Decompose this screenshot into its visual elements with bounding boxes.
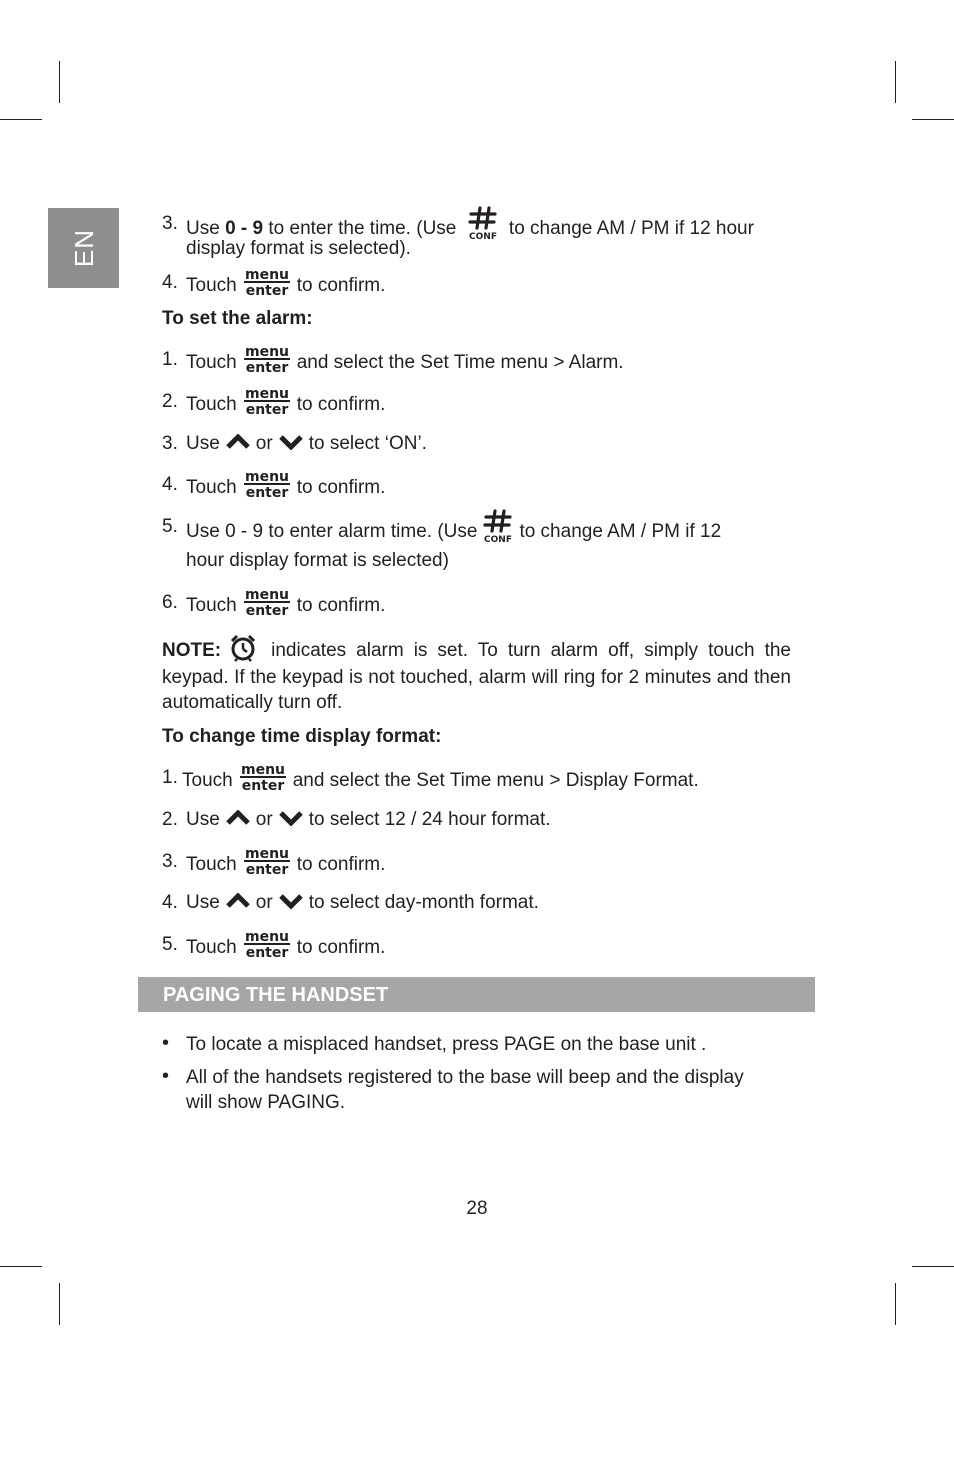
chevron-down-icon [278, 893, 304, 909]
chevron-down-icon [278, 810, 304, 826]
menu-enter-icon [243, 267, 291, 297]
crop-mark [895, 1283, 896, 1325]
crop-mark [59, 1283, 60, 1325]
menu-enter-icon [243, 587, 291, 617]
page-number: 28 [466, 1198, 488, 1219]
menu-enter-icon [239, 762, 287, 792]
menu-enter-icon [243, 929, 291, 959]
menu-enter-icon [243, 469, 291, 499]
language-tab-label: EN [68, 228, 99, 268]
crop-mark [912, 1266, 954, 1267]
crop-mark [912, 119, 954, 120]
hash-conf-icon [466, 206, 500, 240]
note-text: indicates alarm is set. To turn alarm off, simply touch the keypad. If the keypad is not touched, alarm will ring for 2 minutes and then automatically turn off. [162, 640, 791, 713]
section-heading: To set the alarm: [162, 308, 313, 329]
chevron-down-icon [278, 434, 304, 450]
menu-enter-icon [243, 344, 291, 374]
list-item-continuation: hour display format is selected) [186, 550, 449, 571]
chevron-up-icon [225, 893, 251, 909]
hash-conf-icon [481, 509, 515, 543]
menu-enter-icon [243, 846, 291, 876]
menu-enter-icon [243, 386, 291, 416]
section-heading: To change time display format: [162, 726, 442, 747]
crop-mark [895, 61, 896, 103]
note-paragraph [162, 637, 791, 715]
note-label: NOTE: [162, 640, 222, 662]
alarm-clock-icon [229, 634, 257, 662]
section-banner-title: PAGING THE HANDSET [163, 984, 389, 1006]
crop-mark [0, 119, 42, 120]
crop-mark [0, 1266, 42, 1267]
language-tab [48, 208, 119, 288]
chevron-up-icon [225, 810, 251, 826]
chevron-up-icon [225, 434, 251, 450]
list-item-continuation: display format is selected). [186, 238, 411, 259]
bullet-continuation: will show PAGING. [186, 1092, 346, 1113]
crop-mark [59, 61, 60, 103]
section-banner [138, 977, 815, 1012]
